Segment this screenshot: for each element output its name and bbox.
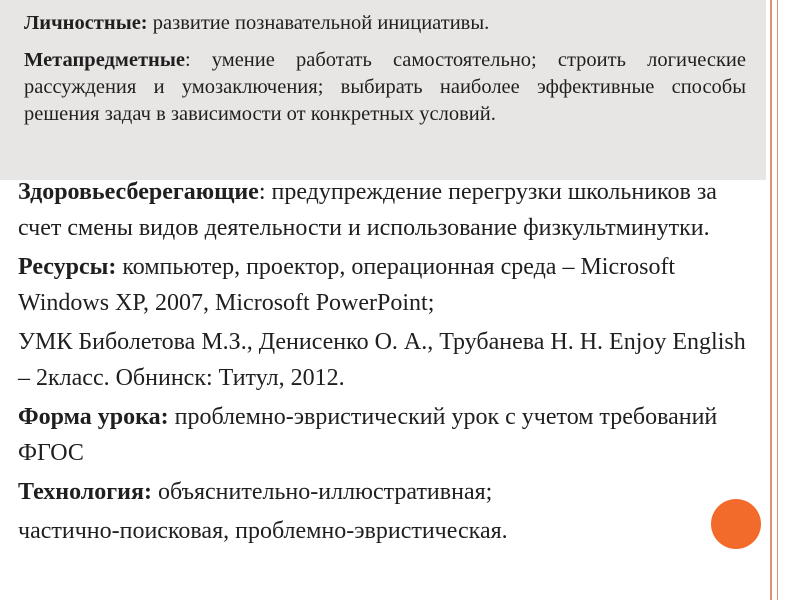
umk-paragraph: УМК Биболетова М.З., Денисенко О. А., Трубанева Н. Н. Enjoy English – 2класс. Обнинск: Титул, 2012. — [18, 329, 746, 391]
lesson-form-paragraph — [18, 399, 758, 471]
lesson-details-block — [18, 174, 758, 549]
lesson-form-text: проблемно-эвристический урок с учетом требований ФГОС — [18, 404, 718, 466]
objectives-block — [24, 10, 746, 128]
health-term: Здоровьесберегающие — [18, 179, 259, 205]
meta-text: : умение работать самостоятельно; строить логические рассуждения и умозаключения; выбирать наиболее эффективные способы решения задач в зависимости от конкретных условий. — [24, 49, 746, 125]
resources-paragraph — [18, 249, 758, 321]
health-text: : предупреждение перегрузки школьников за счет смены видов деятельности и использование физкультминутки. — [18, 179, 717, 241]
meta-objectives — [24, 47, 746, 128]
personal-text: развитие познавательной инициативы. — [147, 12, 490, 34]
technology-text: объяснительно-иллюстративная; — [151, 479, 493, 505]
technology-continuation: частично-поисковая, проблемно-эвристическая. — [18, 518, 508, 544]
resources-term: Ресурсы: — [18, 254, 117, 280]
technology-paragraph — [18, 474, 758, 510]
personal-term: Личностные: — [24, 12, 148, 34]
personal-objectives — [24, 10, 746, 37]
meta-term: Метапредметные — [24, 49, 185, 71]
border-line-outer — [770, 0, 772, 600]
resources-text: компьютер, проектор, операционная среда – Microsoft Windows XP, 2007, Microsoft PowerPoint; — [18, 254, 676, 316]
technology-term: Технология: — [18, 479, 152, 505]
health-paragraph — [18, 174, 758, 246]
border-line-inner — [777, 0, 778, 600]
lesson-form-term: Форма урока: — [18, 404, 169, 430]
